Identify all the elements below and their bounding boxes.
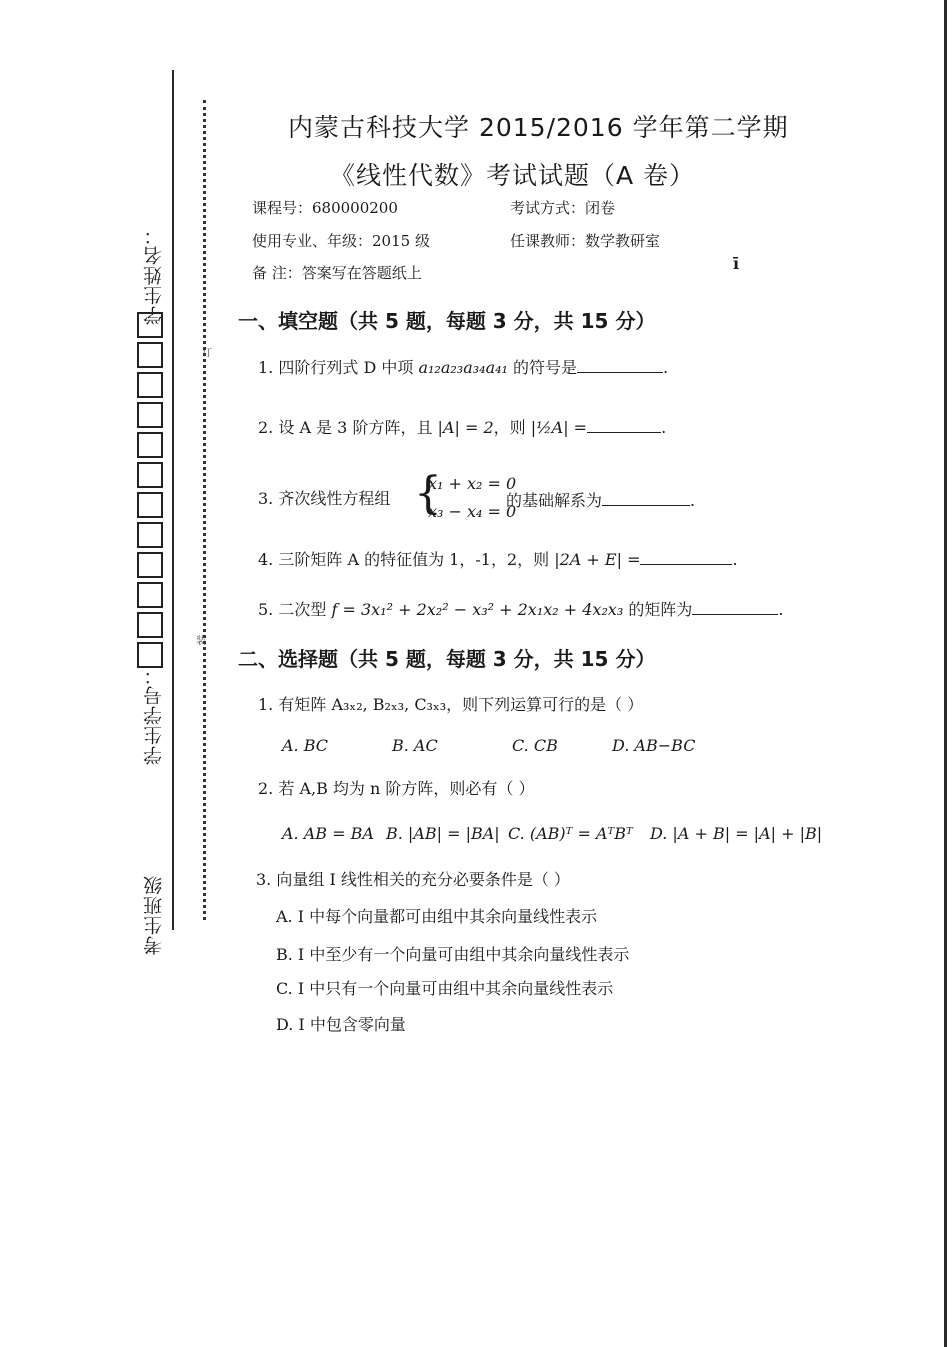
equation-1: x₁ + x₂ = 0 — [428, 474, 517, 493]
q-number: 2. — [258, 418, 274, 437]
q-math: |½A| = — [530, 418, 588, 437]
option-a: A. BC — [282, 736, 329, 755]
exam-subtitle: 《线性代数》考试试题（A 卷） — [330, 161, 696, 190]
student-name-label: 学生姓名： — [143, 225, 165, 325]
option-c: C. CB — [512, 736, 558, 755]
fill-question-3-label — [258, 486, 390, 509]
q-number: 1. — [258, 358, 274, 377]
exam-title: 内蒙古科技大学 2015/2016 学年第二学期 — [288, 113, 789, 142]
student-id-label: 学生学号： — [143, 665, 165, 765]
section2-heading: 二、选择题（共 5 题，每题 3 分，共 15 分） — [238, 647, 656, 671]
class-label: 考生班级 — [143, 875, 165, 955]
id-box — [137, 582, 163, 608]
zhuang-mark: 装 — [196, 636, 206, 647]
q-number: 5. — [258, 600, 274, 619]
id-box — [137, 612, 163, 638]
id-box — [137, 552, 163, 578]
option-b: B. AC — [392, 736, 438, 755]
id-box — [137, 312, 163, 338]
choice-question-3: 3. 向量组 I 线性相关的充分必要条件是（ ） — [256, 870, 570, 889]
q-text: 的符号是 — [513, 358, 578, 377]
option-c: C. (AB)ᵀ = AᵀBᵀ — [508, 824, 633, 843]
equation-2: x₃ − x₄ = 0 — [428, 502, 517, 521]
fill-question-1: 1. 四阶行列式 D 中项 a₁₂a₂₃a₃₄a₄₁ 的符号是 . — [258, 358, 669, 377]
binding-dotted-line — [203, 100, 206, 920]
q-math: |A| = 2 — [437, 418, 494, 437]
option-d: D. AB−BC — [612, 736, 696, 755]
option-c: C. I 中只有一个向量可由组中其余向量线性表示 — [276, 979, 614, 998]
id-box — [137, 492, 163, 518]
answer-blank — [577, 356, 663, 373]
scan-edge-line — [944, 0, 947, 1347]
teacher: 任课教师：数学教研室 — [510, 232, 661, 250]
option-b: B. |AB| = |BA| — [386, 824, 500, 843]
q-math: f = 3x₁² + 2x₂² − x₃² + 2x₁x₂ + 4x₂x₃ — [331, 600, 624, 619]
option-d: D. |A + B| = |A| + |B| — [650, 824, 823, 843]
q-text: ，则 — [493, 418, 526, 437]
section1-heading: 一、填空题（共 5 题，每题 3 分，共 15 分） — [238, 309, 656, 333]
q-text: 二次型 — [278, 600, 327, 619]
note: 备 注：答案写在答题纸上 — [252, 264, 422, 282]
q-text: 齐次线性方程组 — [278, 489, 391, 508]
q-number: 3. — [258, 489, 274, 508]
fill-question-4: 4. 三阶矩阵 A 的特征值为 1，-1，2，则 |2A + E| = . — [258, 550, 738, 569]
answer-blank — [692, 598, 778, 615]
q-text: 的矩阵为 — [628, 600, 693, 619]
option-a: A. AB = BA — [282, 824, 374, 843]
q-text: 的基础解系为 — [506, 491, 603, 510]
option-d: D. I 中包含零向量 — [276, 1015, 406, 1034]
choice-question-1: 1. 有矩阵 A₃ₓ₂, B₂ₓ₃, C₃ₓ₃，则下列运算可行的是（ ） — [258, 695, 644, 714]
fill-question-2: 2. 设 A 是 3 阶方阵，且 |A| = 2，则 |½A| = . — [258, 418, 667, 437]
exam-mode: 考试方式：闭卷 — [510, 199, 616, 217]
answer-blank — [640, 548, 732, 565]
student-id-boxes — [137, 312, 164, 672]
id-box — [137, 462, 163, 488]
q-math: |2A + E| = — [554, 550, 641, 569]
q-math: a₁₂a₂₃a₃₄a₄₁ — [418, 358, 508, 377]
binding-margin-line — [172, 70, 174, 930]
q-text: 三阶矩阵 A 的特征值为 1，-1，2，则 — [278, 550, 550, 569]
id-box — [137, 402, 163, 428]
q-text: 四阶行列式 D 中项 — [278, 358, 414, 377]
scan-speck: ī — [733, 254, 740, 273]
fill-question-3-tail: 的基础解系为 . — [506, 491, 696, 510]
id-box — [137, 522, 163, 548]
answer-blank — [587, 416, 661, 433]
option-b: B. I 中至少有一个向量可由组中其余向量线性表示 — [276, 945, 630, 964]
course-number: 课程号：680000200 — [252, 199, 398, 217]
ding-mark: 订 — [202, 348, 212, 359]
major-grade: 使用专业、年级：2015 级 — [252, 232, 430, 250]
fill-question-5: 5. 二次型 f = 3x₁² + 2x₂² − x₃² + 2x₁x₂ + 4x₂x₃ 的矩阵为 . — [258, 600, 784, 619]
answer-blank — [602, 489, 690, 506]
option-a: A. I 中每个向量都可由组中其余向量线性表示 — [276, 907, 598, 926]
id-box — [137, 372, 163, 398]
id-box — [137, 432, 163, 458]
choice-question-2: 2. 若 A,B 均为 n 阶方阵，则必有（ ） — [258, 779, 535, 798]
q-text: 设 A 是 3 阶方阵，且 — [278, 418, 433, 437]
q-number: 4. — [258, 550, 274, 569]
left-brace: { — [414, 468, 442, 519]
id-box — [137, 342, 163, 368]
